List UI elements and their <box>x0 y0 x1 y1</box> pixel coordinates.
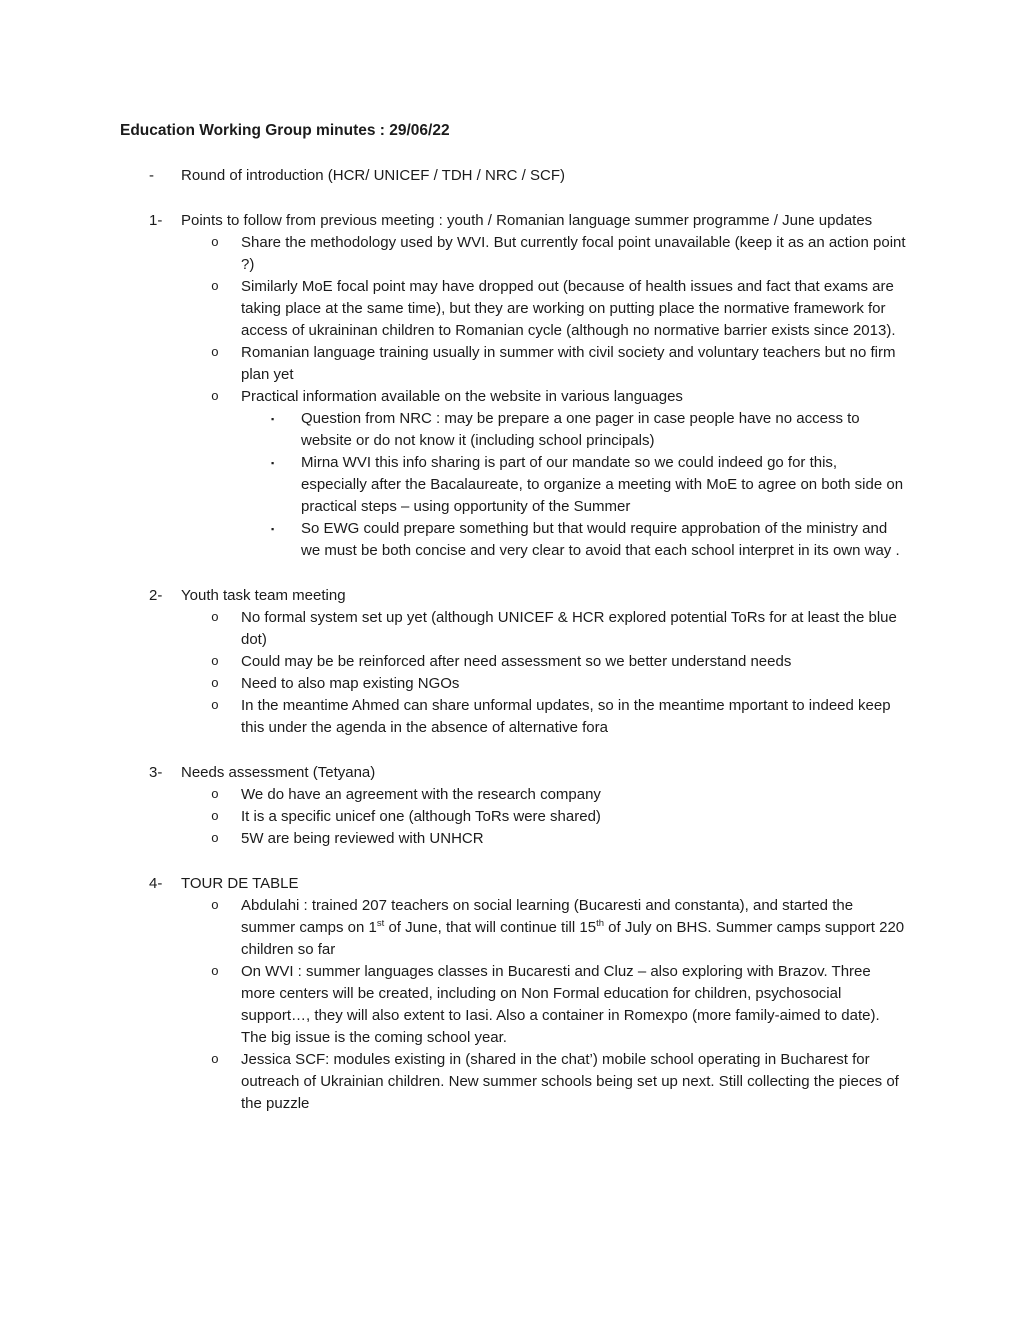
list-item-text: Jessica SCF: modules existing in (shared in the chat’) mobile school operating in Bucharest for outreach of Ukrainian children. New summer schools being set up next. Still collecting the pieces of the puzzle <box>241 1051 899 1112</box>
list-item-text: Similarly MoE focal point may have dropped out (because of health issues and fact that exams are taking place at the same time), but they are working on putting place the normative framework for access of ukraininan children to Romanian cycle (although no normative barrier exists since 2013). <box>241 278 896 339</box>
intro-bullet-text: Round of introduction (HCR/ UNICEF / TDH / NRC / SCF) <box>181 167 565 184</box>
circle-bullet-marker: o <box>211 389 219 404</box>
list-item <box>120 828 906 850</box>
section-2-heading: Youth task team meeting <box>181 587 346 604</box>
list-item <box>120 961 906 1049</box>
sub-list-item <box>120 408 906 452</box>
circle-bullet-marker: o <box>211 964 219 979</box>
document-title: Education Working Group minutes : 29/06/22 <box>120 122 450 139</box>
list-item <box>120 784 906 806</box>
list-item <box>120 651 906 673</box>
sub-list-item-text: So EWG could prepare something but that would require approbation of the ministry and we must be both concise and very clear to avoid that each school interpret in its own way . <box>301 520 900 559</box>
list-item <box>120 895 906 961</box>
dash-bullet-marker: - <box>149 167 154 184</box>
list-item-text: 5W are being reviewed with UNHCR <box>241 830 484 847</box>
circle-bullet-marker: o <box>211 654 219 669</box>
list-item <box>120 386 906 408</box>
circle-bullet-marker: o <box>211 698 219 713</box>
circle-bullet-marker: o <box>211 610 219 625</box>
section-3-number: 3- <box>149 764 163 781</box>
list-item-text: On WVI : summer languages classes in Bucaresti and Cluz – also exploring with Brazov. Three more centers will be created, including on Non Formal education for children, psychosocial support…, they will also extent to Iasi. Also a container in Romexpo (more family-aimed to date). The big issue is the coming school year. <box>241 963 880 1046</box>
sub-list-item <box>120 518 906 562</box>
circle-bullet-marker: o <box>211 831 219 846</box>
list-item-text: Practical information available on the website in various languages <box>241 388 683 405</box>
ordinal-superscript: th <box>596 918 605 929</box>
section-2-heading-row <box>120 585 906 607</box>
section-2-number: 2- <box>149 587 163 604</box>
list-item-text: Could may be be reinforced after need assessment so we better understand needs <box>241 653 792 670</box>
section-1-number: 1- <box>149 212 163 229</box>
circle-bullet-marker: o <box>211 898 219 913</box>
list-item-text: We do have an agreement with the research company <box>241 786 601 803</box>
circle-bullet-marker: o <box>211 809 219 824</box>
text-part: of July on BHS. Summer camps support 220 children so far <box>241 919 905 958</box>
sub-list-item-text: Mirna WVI this info sharing is part of our mandate so we could indeed go for this, especially after the Bacalaureate, to organize a meeting with MoE to agree on both side on practical steps – using opportunity of the Summer <box>301 454 904 515</box>
list-item <box>120 806 906 828</box>
circle-bullet-marker: o <box>211 345 219 360</box>
list-item <box>120 1049 906 1115</box>
list-item <box>120 673 906 695</box>
section-3-heading-row <box>120 762 906 784</box>
square-bullet-marker: ▪ <box>271 414 275 424</box>
list-item <box>120 276 906 342</box>
section-4-number: 4- <box>149 875 163 892</box>
list-item <box>120 232 906 276</box>
list-item-text: No formal system set up yet (although UNICEF & HCR explored potential ToRs for at least the blue dot) <box>241 609 897 648</box>
circle-bullet-marker: o <box>211 676 219 691</box>
list-item-text: Share the methodology used by WVI. But currently focal point unavailable (keep it as an action point ?) <box>241 234 906 273</box>
list-item <box>120 342 906 386</box>
sub-list-item-text: Question from NRC : may be prepare a one pager in case people have no access to website or do not know it (including school principals) <box>301 410 860 449</box>
intro-bullet-row <box>120 165 906 187</box>
ordinal-superscript: st <box>376 918 385 929</box>
section-3-heading: Needs assessment (Tetyana) <box>181 764 376 781</box>
circle-bullet-marker: o <box>211 235 219 250</box>
square-bullet-marker: ▪ <box>271 458 275 468</box>
circle-bullet-marker: o <box>211 787 219 802</box>
circle-bullet-marker: o <box>211 1052 219 1067</box>
list-item-text <box>241 895 906 961</box>
list-item-text: Need to also map existing NGOs <box>241 675 460 692</box>
text-part: Abdulahi : trained 207 teachers on social learning (Bucaresti and constanta), and started the summer camps on 1 <box>241 897 854 936</box>
circle-bullet-marker: o <box>211 279 219 294</box>
list-item-text: Romanian language training usually in summer with civil society and voluntary teachers but no firm plan yet <box>241 344 896 383</box>
list-item-text: In the meantime Ahmed can share unformal updates, so in the meantime mportant to indeed keep this under the agenda in the absence of alternative fora <box>241 697 891 736</box>
list-item-text: It is a specific unicef one (although ToRs were shared) <box>241 808 601 825</box>
section-1-heading-row <box>120 210 906 232</box>
section-4-heading: TOUR DE TABLE <box>181 875 299 892</box>
sub-list-item <box>120 452 906 518</box>
text-part: of June, that will continue till 15 <box>384 919 597 936</box>
list-item <box>120 607 906 651</box>
square-bullet-marker: ▪ <box>271 524 275 534</box>
section-1-heading: Points to follow from previous meeting : youth / Romanian language summer programme / June updates <box>181 212 873 229</box>
section-4-heading-row <box>120 873 906 895</box>
list-item <box>120 695 906 739</box>
